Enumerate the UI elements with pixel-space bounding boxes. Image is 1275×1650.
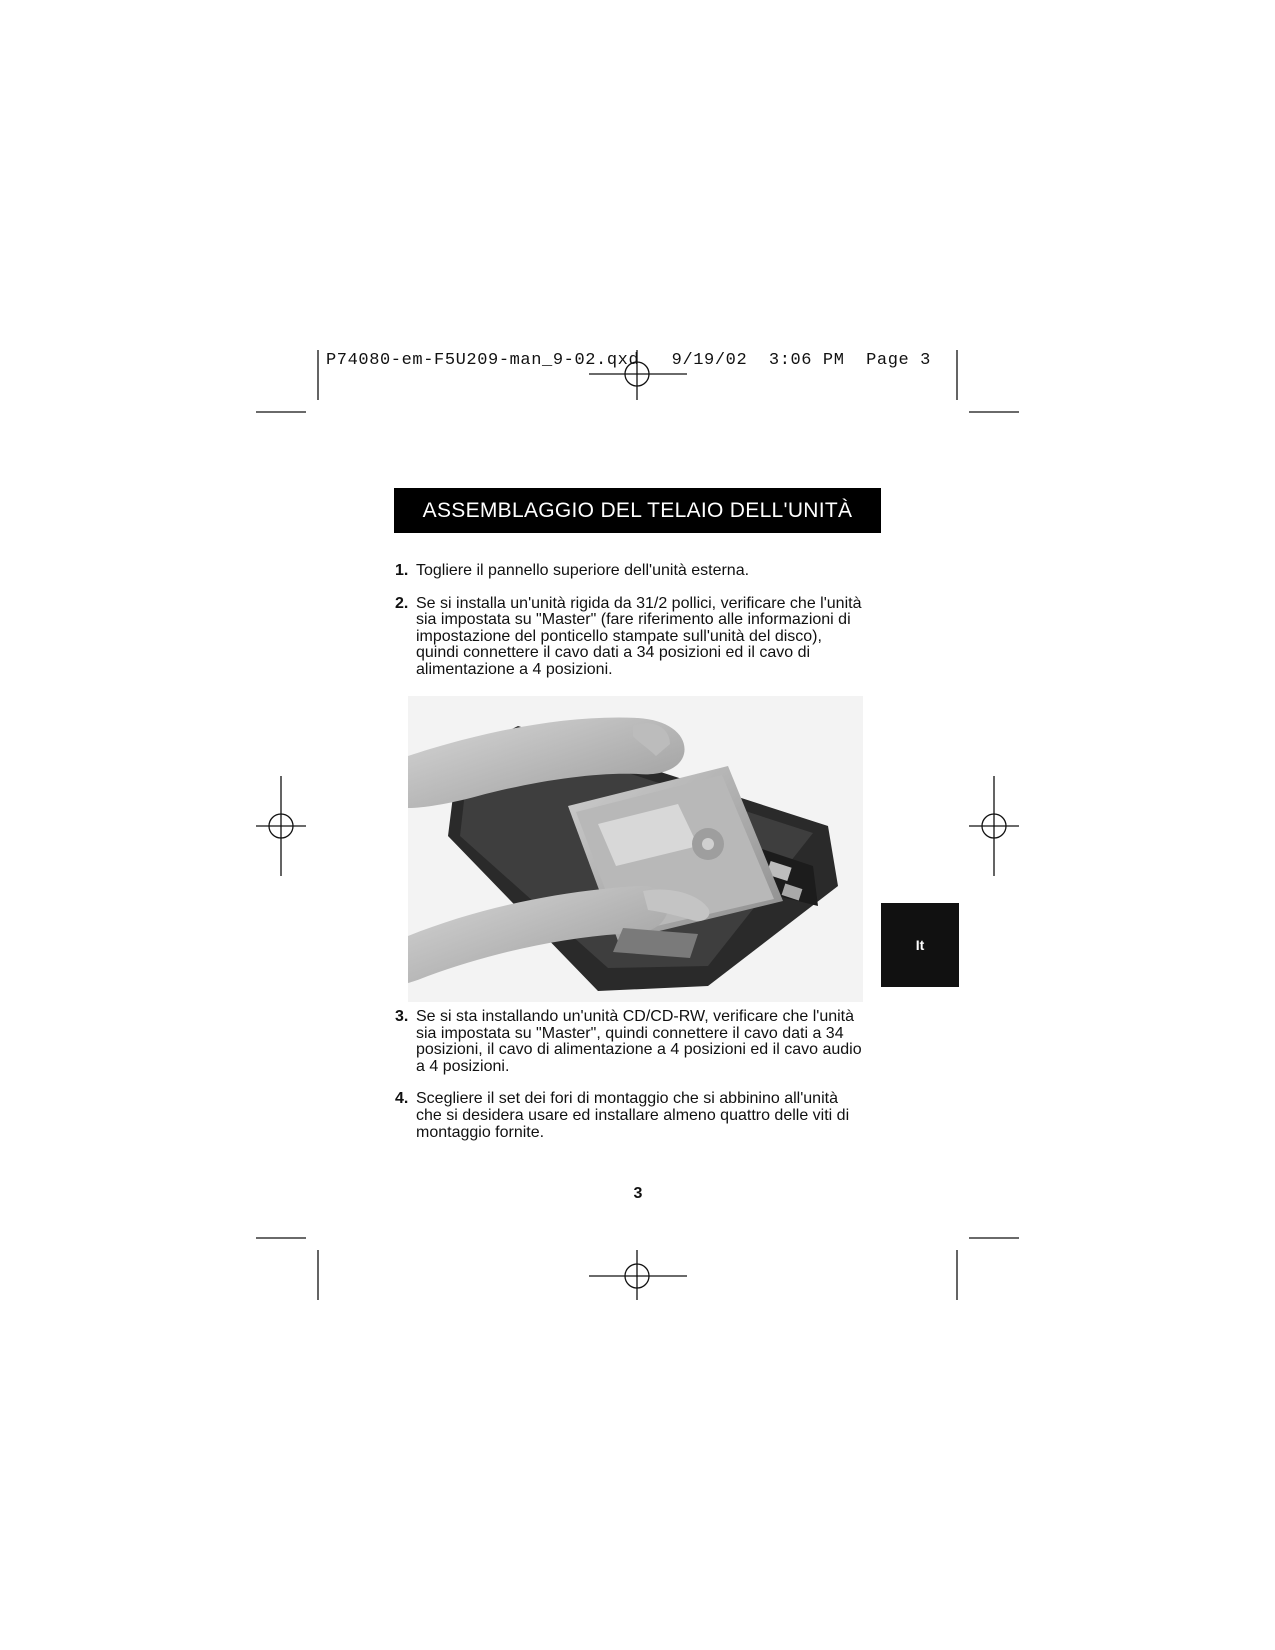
slug-time: 3:06 PM: [768, 351, 845, 370]
section-title-bar: [394, 488, 881, 533]
print-slug: [326, 351, 931, 370]
drive-installation-illustration: [408, 696, 863, 1002]
step-number: 3.: [395, 1008, 409, 1025]
step-number: 4.: [395, 1090, 409, 1108]
step-1: [395, 563, 865, 580]
language-tab: [881, 903, 959, 987]
registration-mark-bottom: [589, 1250, 687, 1300]
slug-file-name: P74080-em-F5U209-man_9-02.qxd: [326, 351, 640, 370]
step-text: Se si sta installando un'unità CD/CD-RW, verificare che l'unità sia impostata su "Master", quindi connettere il cavo dati a 34 posizioni, il cavo di alimentazione a 4 posizioni ed il cavo audio a 4 posizioni.: [416, 1008, 862, 1075]
instruction-list-bottom: [395, 1009, 865, 1157]
step-number: 2.: [395, 594, 409, 612]
step-number: 1.: [395, 562, 409, 579]
registration-mark-left: [256, 776, 306, 876]
language-tab-label: It: [915, 937, 925, 953]
step-4: [395, 1091, 865, 1141]
registration-mark-right: [969, 776, 1019, 876]
step-text: Se si installa un'unità rigida da 31/2 pollici, verificare che l'unità sia impostata su "Master" (fare riferimento alle informazioni di impostazione del ponticello stampate sull'unità del disco), quindi connettere il cavo dati a 34 posizioni ed il cavo di alimentazione a 4 posizioni.: [416, 594, 862, 678]
slug-date: 9/19/02: [671, 351, 748, 370]
step-3: [395, 1009, 865, 1075]
slug-page-label: Page 3: [866, 351, 931, 370]
step-text: Scegliere il set dei fori di montaggio che si abbinino all'unità che si desidera usare ed installare almeno quattro delle viti di montaggio fornite.: [416, 1090, 850, 1141]
step-text: Togliere il pannello superiore dell'unità esterna.: [416, 562, 750, 579]
drive-installation-photo: [408, 696, 863, 1002]
section-title: ASSEMBLAGGIO DEL TELAIO DELL'UNITÀ: [422, 498, 853, 522]
step-2: [395, 596, 865, 679]
instruction-list-top: [395, 563, 865, 695]
page-number: 3: [633, 1185, 643, 1202]
